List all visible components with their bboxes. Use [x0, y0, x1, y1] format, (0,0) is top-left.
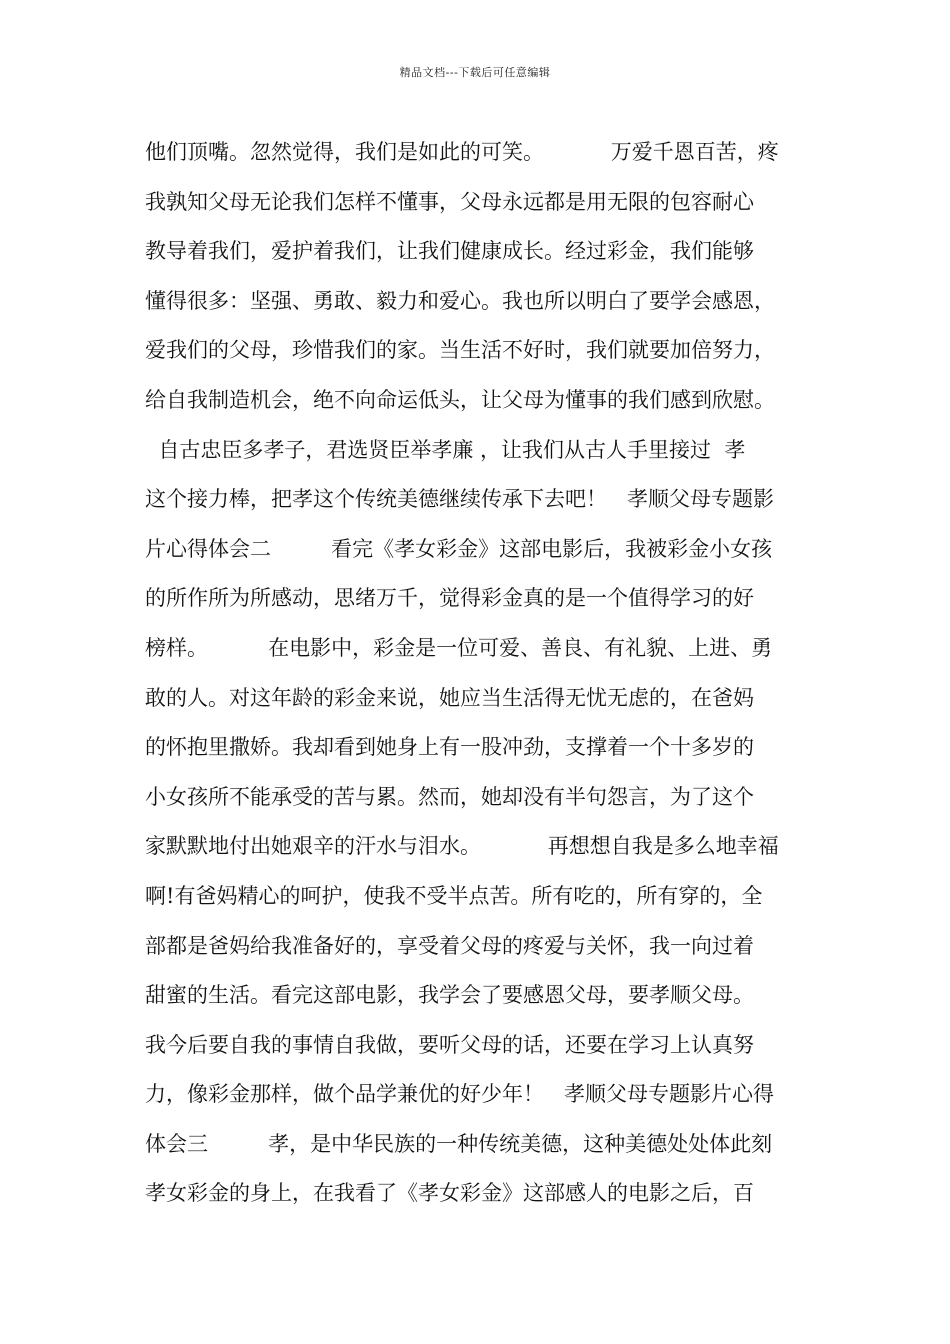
text-line: 敢的人。对这年龄的彩金来说，她应当生活得无忧无虑的，在爸妈	[145, 685, 754, 710]
text-line: 榜样。 在电影中，彩金是一位可爱、善良、有礼貌、上进、勇	[145, 635, 773, 660]
text-line: 啊!有爸妈精心的呵护，使我不受半点苦。所有吃的，所有穿的，全	[145, 883, 763, 908]
text-line: 这个接力棒，把孝这个传统美德继续传承下去吧！ 孝顺父母专题影	[145, 487, 775, 512]
text-line: 自古忠臣多孝子，君选贤臣举孝廉 ，让我们从古人手里接过 孝	[145, 437, 746, 462]
text-line: 的所作所为所感动，思绪万千，觉得彩金真的是一个值得学习的好	[145, 586, 754, 611]
text-line: 体会三 孝，是中华民族的一种传统美德，这种美德处处体此刻	[145, 1131, 773, 1156]
page-header: 精品文档---下载后可任意编辑	[399, 66, 551, 79]
text-line: 力，像彩金那样，做个品学兼优的好少年！ 孝顺父母专题影片心得	[145, 1082, 775, 1107]
text-line: 孝女彩金的身上，在我看了《孝女彩金》这部感人的电影之后，百	[145, 1181, 754, 1206]
text-line: 他们顶嘴。忽然觉得，我们是如此的可笑。 万爱千恩百苦，疼	[145, 140, 779, 164]
text-line: 小女孩所不能承受的苦与累。然而，她却没有半句怨言，为了这个	[145, 784, 754, 809]
text-line: 我孰知父母无论我们怎样不懂事，父母永远都是用无限的包容耐心	[145, 189, 754, 214]
text-line: 部都是爸妈给我准备好的，享受着父母的疼爱与关怀，我一向过着	[145, 933, 754, 958]
text-line: 教导着我们，爱护着我们，让我们健康成长。经过彩金，我们能够	[145, 239, 754, 264]
text-line: 懂得很多：坚强、勇敢、毅力和爱心。我也所以明白了要学会感恩，	[145, 288, 775, 313]
text-line: 爱我们的父母，珍惜我们的家。当生活不好时，我们就要加倍努力，	[145, 338, 775, 363]
text-line: 给自我制造机会，绝不向命运低头，让父母为懂事的我们感到欣慰。	[145, 387, 775, 412]
text-line: 的怀抱里撒娇。我却看到她身上有一股冲劲，支撑着一个十多岁的	[145, 735, 754, 760]
text-line: 我今后要自我的事情自我做，要听父母的话，还要在学习上认真努	[145, 1032, 754, 1057]
text-line: 家默默地付出她艰辛的汗水与泪水。 再想想自我是多么地幸福	[145, 834, 779, 859]
body-text	[145, 128, 835, 1219]
text-line: 甜蜜的生活。看完这部电影，我学会了要感恩父母，要孝顺父母。	[145, 983, 754, 1008]
text-line: 片心得体会二 看完《孝女彩金》这部电影后，我被彩金小女孩	[145, 536, 773, 561]
